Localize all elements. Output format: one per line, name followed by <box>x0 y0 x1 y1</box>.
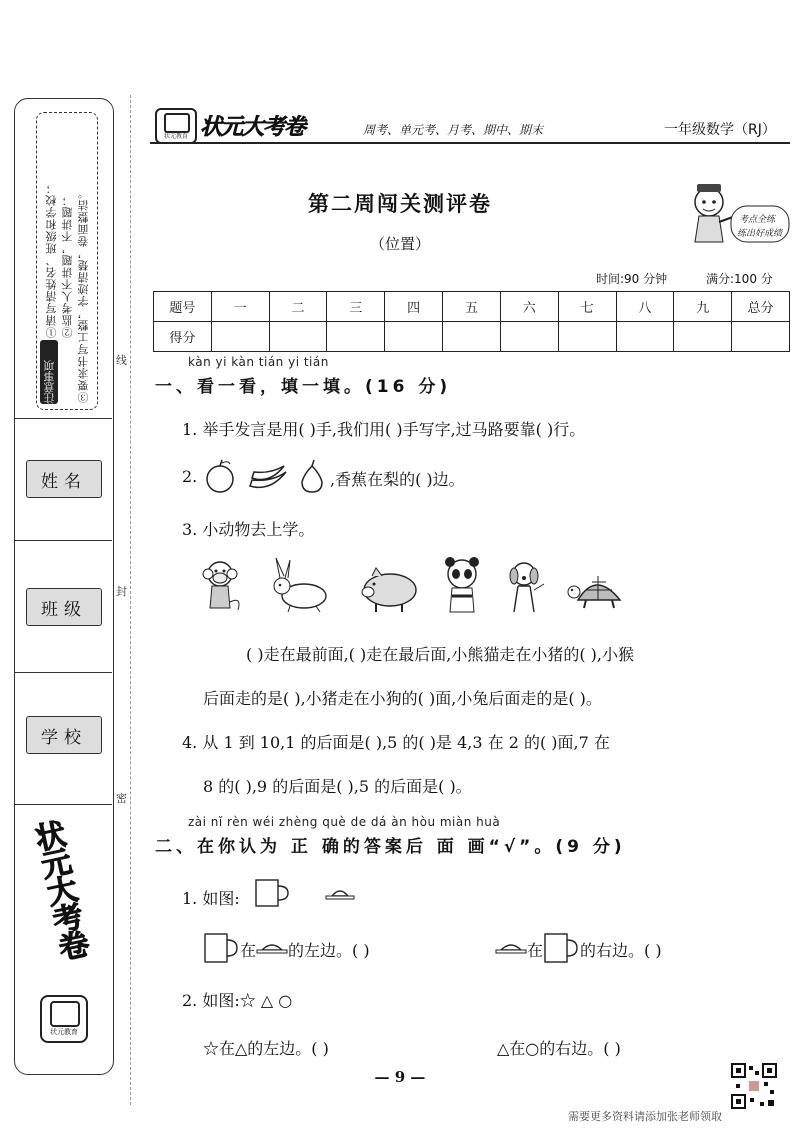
score-cell: 七 <box>558 292 616 322</box>
score-table-score-row <box>154 322 790 352</box>
s1-question-4-line-1: 4. 从 1 到 10,1 的后面是( ),5 的( )是 4,3 在 2 的( )面,7 在 <box>182 733 610 752</box>
s2-q1-b-end: 的右边。( ) <box>580 941 662 960</box>
red-panda-icon <box>445 557 479 612</box>
exam-title: 第二周闯关测评卷 <box>308 192 492 216</box>
s2-question-1-label: 1. 如图: <box>182 889 240 908</box>
cup-icon <box>256 880 288 906</box>
s1-question-2-number: 2. <box>182 467 198 486</box>
sidebar-brand-text: 状元大考卷 <box>26 817 91 963</box>
header-publisher-small: 状元教育 <box>163 133 188 140</box>
header-rule <box>150 142 790 144</box>
score-table <box>153 291 790 352</box>
turtle-icon <box>568 576 620 608</box>
publisher-badge-icon <box>164 113 190 133</box>
grade-subject: 一年级数学（RJ） <box>664 122 776 138</box>
sidebar-divider <box>14 672 112 673</box>
cut-word: 线 <box>116 354 127 367</box>
s1-question-1: 1. 举手发言是用( )手,我们用( )手写字,过马路要靠( )行。 <box>182 420 586 439</box>
score-input-cell[interactable] <box>269 322 327 352</box>
exam-subtitle: （位置） <box>369 235 430 253</box>
section2-pinyin: zài nǐ rèn wéi zhèng què de dá àn hòu miàn huà <box>188 815 501 829</box>
sidebar-divider <box>14 540 112 541</box>
lid-icon <box>495 940 527 958</box>
animal-row <box>200 556 640 618</box>
score-cell: 一 <box>211 292 269 322</box>
score-table-header-row <box>154 292 790 322</box>
sidebar-publisher-icon <box>40 995 88 1043</box>
score-input-cell[interactable] <box>211 322 269 352</box>
s2-question-2-label: 2. 如图:☆ △ ○ <box>182 991 293 1010</box>
monkey-icon <box>203 562 239 610</box>
class-label: 班级 <box>26 588 102 626</box>
score-cell: 二 <box>269 292 327 322</box>
brand-logo: 状元大考卷 <box>200 115 306 140</box>
mascot-caption-2: 练出好成绩 <box>737 229 783 239</box>
sidebar-publisher-small: 状元教育 <box>50 1028 78 1036</box>
score-cell: 五 <box>443 292 501 322</box>
qr-code-icon <box>730 1062 778 1110</box>
score-input-cell[interactable] <box>616 322 674 352</box>
score-cell: 九 <box>674 292 732 322</box>
exam-full-score: 满分:100 分 <box>706 272 773 286</box>
lid-icon <box>256 940 288 958</box>
footer-note: 需要更多资料请添加张老师领取 <box>568 1110 722 1123</box>
score-input-cell[interactable] <box>500 322 558 352</box>
score-input-cell[interactable] <box>674 322 732 352</box>
s1-question-3: 3. 小动物去上学。 <box>182 520 315 539</box>
cut-word: 封 <box>116 585 127 598</box>
publisher-badge-icon <box>50 1001 80 1027</box>
exam-types: 周考、单元考、月考、期中、期末 <box>363 123 544 137</box>
banana-icon <box>250 466 286 487</box>
s2-q2-a: ☆在△的左边。( ) <box>203 1039 329 1058</box>
rabbit-icon <box>274 558 326 612</box>
score-input-cell[interactable] <box>443 322 501 352</box>
section1-title: 一、看一看，填一填。(16 分) <box>155 377 452 397</box>
s2-q1-b-mid: 在 <box>527 941 544 960</box>
section2-title: 二、在你认为 正 确的答案后 面 画“√”。(9 分) <box>155 837 626 857</box>
score-input-cell[interactable] <box>732 322 790 352</box>
s1-question-4-line-2: 8 的( ),9 的后面是( ),5 的后面是( )。 <box>203 777 472 796</box>
score-input-cell[interactable] <box>385 322 443 352</box>
publisher-logo-icon <box>155 108 197 144</box>
name-label: 姓名 <box>26 460 102 498</box>
score-input-cell[interactable] <box>327 322 385 352</box>
s2-q2-b: △在○的右边。( ) <box>497 1039 621 1058</box>
cup-icon <box>203 932 239 964</box>
s1-question-3-line-1: ( )走在最前面,( )走在最后面,小熊猫走在小猪的( ),小猴 <box>246 645 634 664</box>
score-cell: 六 <box>500 292 558 322</box>
s1-question-2-text: ,香蕉在梨的( )边。 <box>330 470 465 489</box>
figure-row-1 <box>252 876 362 910</box>
pear-icon <box>302 460 322 492</box>
school-label: 学校 <box>26 716 102 754</box>
s2-q1-a-end: 的左边。( ) <box>288 941 370 960</box>
dog-icon <box>510 563 544 612</box>
score-cell: 题号 <box>154 292 212 322</box>
cup-icon <box>543 932 579 964</box>
sidebar-divider <box>14 418 112 419</box>
exam-time: 时间:90 分钟 <box>596 272 668 286</box>
cut-word: 密 <box>116 792 127 805</box>
s1-question-3-line-2: 后面走的是( ),小猪走在小狗的( )面,小兔后面走的是( )。 <box>203 689 602 708</box>
sidebar-divider <box>14 804 112 805</box>
sidebar-brand-logo <box>26 817 96 990</box>
section1-pinyin: kàn yi kàn tián yi tián <box>188 355 329 369</box>
score-cell: 四 <box>385 292 443 322</box>
score-row-label: 得分 <box>154 322 212 352</box>
pig-icon <box>362 568 416 612</box>
fruit-icons <box>200 458 330 494</box>
note-3: ③要求书写工整，字迹清楚，卷面整洁。 <box>77 187 90 403</box>
score-cell: 总分 <box>732 292 790 322</box>
lid-icon <box>326 891 354 899</box>
notes-title-text: 注意事项 <box>43 360 56 404</box>
score-cell: 八 <box>616 292 674 322</box>
mascot-caption-1: 考点全练 <box>739 215 776 225</box>
s2-q1-a-mid: 在 <box>240 941 257 960</box>
score-cell: 三 <box>327 292 385 322</box>
note-2: ②监考人不讲题，不讲题； <box>61 194 74 338</box>
apple-icon <box>207 460 233 492</box>
score-input-cell[interactable] <box>558 322 616 352</box>
page-number: — 9 — <box>374 1068 426 1086</box>
note-1: ①请写清姓名、班级和学校； <box>45 182 58 338</box>
